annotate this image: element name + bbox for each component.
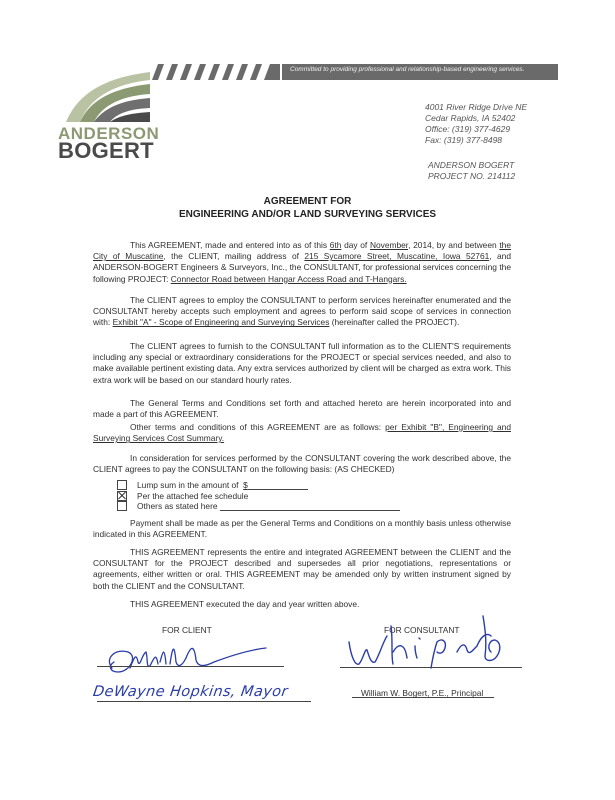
paragraph-execution: THIS AGREEMENT executed the day and year written above. [130,599,360,609]
checkbox-lump-sum[interactable] [117,480,127,490]
client-signature-label: FOR CLIENT [162,625,212,635]
paragraph-client-information: The CLIENT agrees to furnish to the CONSULTANT full information as to the CLIENT'S requirements including any special or extraordinary considerations for the PROJECT or special services needed, and also to make available pertinent existing data. Any extra services authorized by client will be charged as extra work. This extra work will be based on our standard hourly rates. [93,341,511,385]
paragraph-payment-terms: Payment shall be made as per the General Terms and Conditions on a monthly basis unless otherwise indicated in this AGREEMENT. [93,518,511,540]
anderson-bogert-logo-mark [58,64,153,126]
client-name: the City of Muscatine [93,240,511,262]
tagline-text: Committed to providing professional and relationship-based engineering services. [290,66,525,73]
company-address [425,102,527,146]
client-signature [90,628,290,688]
option-fee-schedule: Per the attached fee schedule [117,491,400,502]
consultant-signature-line [340,667,522,668]
project-ref-company: ANDERSON BOGERT [428,160,515,170]
address-line: Office: (319) 377-4629 [425,124,511,134]
exhibit-b: per Exhibit "B", Engineering and Surveying Services Cost Summary. [93,422,511,444]
project-name: Connector Road between Hangar Access Road and T-Hangars. [170,273,407,284]
paragraph-employment: The CLIENT agrees to employ the CONSULTANT to perform services hereinafter enumerated and the CONSULTANT hereby accepts such employment and agrees to perform said scope of services in connection with: Exhibit "A" - Scope of Engineering and Surveying Services (hereinafter called the PROJECT). [93,295,511,328]
payment-options [117,480,400,512]
client-signature-line [97,666,284,667]
consultant-signature-label: FOR CONSULTANT [384,625,460,635]
option-others: Others as stated here [117,501,400,512]
amount-blank [248,481,308,490]
address-line: Cedar Rapids, IA 52402 [425,113,516,123]
consultant-printed-name: William W. Bogert, P.E., Principal [361,688,484,698]
paragraph-other-terms: Other terms and conditions of this AGREEMENT are as follows: per Exhibit "B", Engineering and Surveying Services Cost Summary. [93,422,511,444]
checkbox-fee-schedule[interactable] [117,491,127,501]
tagline-banner [282,64,558,80]
address-line: 4001 River Ridge Drive NE [425,102,528,112]
paragraph-payment-basis: In consideration for services performed by the CONSULTANT covering the work described above, the CLIENT agrees to pay the CONSULTANT on the following basis: (AS CHECKED) [93,453,511,475]
logo-text-anderson: ANDERSON [58,124,160,143]
document-subtitle: ENGINEERING AND/OR LAND SURVEYING SERVICES [178,209,437,220]
option-lump-sum: Lump sum in the amount of $ [117,480,400,491]
exhibit-a: Exhibit "A" - Scope of Engineering and Surveying Services [112,317,330,328]
paragraph-entire-agreement: THIS AGREEMENT represents the entire and integrated AGREEMENT between the CLIENT and the CONSULTANT for the PROJECT described and supersedes all prior negotiations, representations or agreements, either written or oral. THIS AGREEMENT may be amended only by written instrument signed by both the CLIENT and the CONSULTANT. [93,547,511,591]
project-ref-number: PROJECT NO. 214112 [428,171,516,181]
address-line: Fax: (319) 377-8498 [425,135,503,145]
client-printed-name-handwritten: DeWayne Hopkins, Mayor [91,684,289,700]
consultant-signature [335,612,525,674]
others-blank [220,502,400,511]
paragraph-general-terms: The General Terms and Conditions set forth and attached hereto are herein incorporated into and made a part of this AGREEMENT. [93,398,511,420]
document-title: AGREEMENT FOR [263,196,352,207]
paragraph-parties: This AGREEMENT, made and entered into as of this 6th day of November, 2014, by and between the City of Muscatine, the CLIENT, mailing address of 215 Sycamore Street, Muscatine, Iowa 52761, and ANDERSON-BOGERT Engineers & Surveyors, Inc., the CONSULTANT, for professional services concerning the following PROJECT: Connector Road between Hangar Access Road and T-Hangars. [93,240,511,284]
client-name-line [97,701,311,702]
checkbox-others[interactable] [117,501,127,511]
client-address: 215 Sycamore Street, Muscatine, Iowa 52761 [304,251,490,262]
header-stripe-bars [150,64,280,80]
project-reference [428,160,515,182]
logo-text-bogert: BOGERT [58,138,154,163]
